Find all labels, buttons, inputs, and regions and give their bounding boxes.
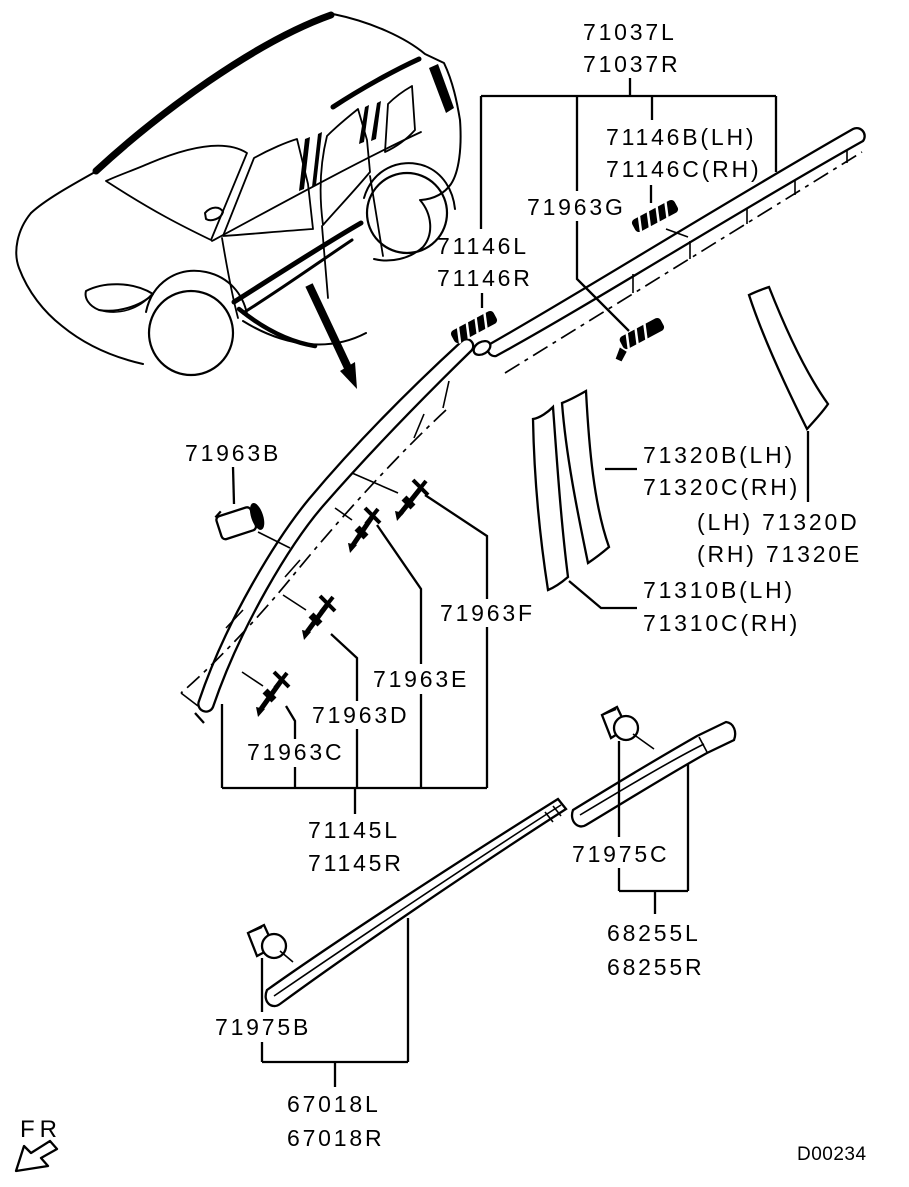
clip-71975c-icon	[602, 707, 638, 740]
car-side-molding-highlight-2	[243, 240, 352, 313]
label-71037-line2: 71037R	[583, 51, 681, 77]
label-71975b: 71975B	[215, 1014, 312, 1040]
label-71963e: 71963E	[373, 666, 470, 692]
drawing-code: D00234	[797, 1144, 867, 1165]
label-71320de-line1: (LH) 71320D	[697, 509, 860, 535]
car-cpillar-sash-bar-2	[371, 101, 381, 141]
clip-71146bc-icon	[630, 198, 680, 235]
label-71975c: 71975C	[572, 841, 670, 867]
car-rear-wheel	[367, 173, 447, 253]
label-71146lr-line1: 71146L	[437, 233, 529, 259]
car-rear-outline	[333, 14, 461, 200]
clip-71146lr-icon	[449, 309, 499, 346]
label-71146bc-line2: 71146C(RH)	[606, 156, 762, 182]
label-71145-line1: 71145L	[308, 817, 400, 843]
label-71963f: 71963F	[440, 600, 535, 626]
car-rear-belt-strip	[333, 59, 419, 107]
clip-71963d-icon	[302, 596, 335, 640]
label-71037-line1: 71037L	[583, 19, 677, 45]
part-sash-trim-71320bc	[562, 391, 609, 563]
fr-direction-marker	[16, 1116, 62, 1171]
fr-arrow-icon	[16, 1141, 57, 1171]
clip-71963b-icon	[214, 499, 267, 542]
label-71146lr-line2: 71146R	[437, 265, 533, 291]
part-sash-trim-pair	[533, 391, 609, 590]
clip-71963f-icon	[395, 480, 428, 521]
label-71320bc-line1: 71320B(LH)	[643, 442, 796, 468]
car-roof-drip-molding-highlight	[96, 15, 331, 171]
clip-71975b-icon	[248, 925, 286, 958]
car-rear-gate-trim	[429, 64, 454, 113]
label-71963d: 71963D	[312, 702, 410, 728]
fr-label: FR	[20, 1116, 62, 1143]
label-71310bc-line2: 71310C(RH)	[643, 610, 801, 636]
label-71145-line2: 71145R	[308, 850, 404, 876]
car-door-split-seam	[322, 226, 328, 298]
label-71320de-line2: (RH) 71320E	[697, 541, 863, 567]
label-71963c: 71963C	[247, 739, 345, 765]
car-cpillar-sash-bar-1	[359, 105, 369, 144]
car-front-face	[16, 213, 143, 364]
label-68255-line1: 68255L	[607, 920, 701, 946]
pointer-arrow	[309, 285, 357, 389]
label-67018-line1: 67018L	[287, 1091, 381, 1117]
car-sill-strip	[239, 309, 315, 346]
car-windshield	[106, 146, 247, 240]
label-67018-line2: 67018R	[287, 1125, 385, 1151]
clip-71963e-icon	[348, 508, 380, 553]
label-71963g: 71963G	[527, 194, 626, 220]
car-hood-edge	[31, 172, 95, 213]
clip-71963c-icon	[256, 672, 289, 717]
clip-71963g-icon	[607, 316, 669, 364]
car-illustration	[16, 14, 460, 375]
part-sash-trim-71310	[533, 407, 568, 590]
label-68255-line2: 68255R	[607, 954, 705, 980]
label-71963b: 71963B	[185, 440, 282, 466]
car-side-molding-highlight	[234, 223, 361, 302]
part-sash-trim-71320de	[749, 287, 828, 429]
label-71310bc-line1: 71310B(LH)	[643, 577, 796, 603]
car-headlamp	[86, 284, 153, 311]
rear-molding-centerline	[505, 152, 862, 373]
label-71320bc-line2: 71320C(RH)	[643, 474, 801, 500]
part-belt-molding-rear-68255	[572, 722, 735, 826]
car-front-wheel	[149, 291, 233, 375]
label-71146bc-line1: 71146B(LH)	[606, 124, 757, 150]
